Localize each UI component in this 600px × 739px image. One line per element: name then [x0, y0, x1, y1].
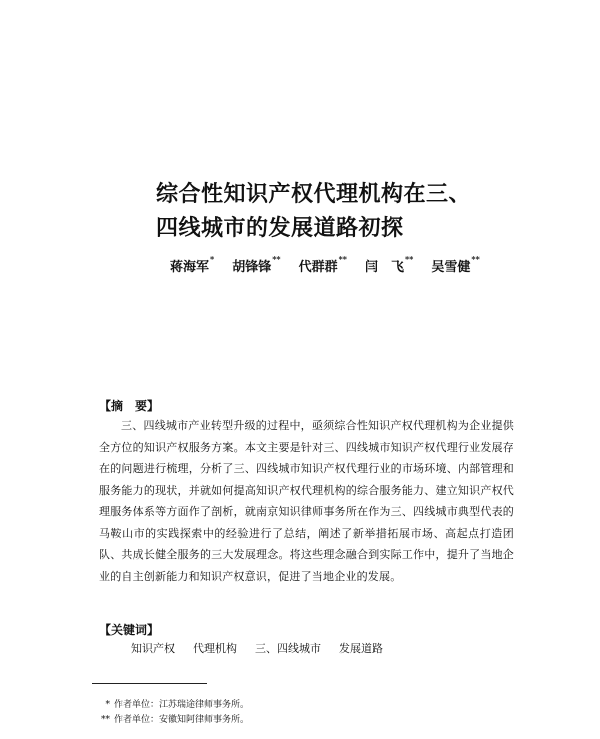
author	[170, 256, 214, 275]
footnote-text: 作者单位：江苏瑞途律师事务所。	[114, 700, 250, 710]
footnote-text: 作者单位：安徽知阿律师事务所。	[114, 715, 250, 725]
footnote-mark: **	[101, 715, 110, 725]
keyword: 三、四线城市	[255, 642, 321, 655]
footnote	[92, 712, 249, 725]
author	[431, 256, 479, 275]
abstract-text: 三、四线城市产业转型升级的过程中，亟须综合性知识产权代理机构为企业提供全方位的知识产权服务方案。本文主要是针对三、四线城市知识产权代理行业发展存在的问题进行梳理，分析了三、四线城市知识产权代理行业的市场环境、内部管理和服务能力的现状，并就如何提高知识产权代理机构的综合服务能力、建立知识产权代理服务体系等方面作了剖析，就南京知识律师事务所在作为三、四线城市典型代表的马鞍山市的实践探索中的经验进行了总结，阐述了新举措拓展市场、高起点打造团队、共成长健全服务的三大发展理念。将这些理念融合到实际工作中，提升了当地企业的自主创新能力和知识产权意识，促进了当地企业的发展。	[99, 419, 514, 583]
keywords-label: 【关键词】	[99, 623, 160, 637]
paper-title	[156, 178, 516, 246]
author-name: 蒋海军	[170, 260, 210, 275]
author-name: 代群群	[298, 260, 338, 275]
keyword: 代理机构	[193, 642, 237, 655]
keyword: 知识产权	[131, 642, 175, 655]
title-line-1: 综合性知识产权代理机构在三、	[156, 182, 472, 207]
author-name: 胡锋锋	[232, 260, 272, 275]
title-line-2: 四线城市的发展道路初探	[156, 216, 404, 241]
keyword-list	[131, 640, 511, 656]
author-mark: *	[210, 254, 215, 264]
author-mark: **	[272, 254, 281, 264]
author	[365, 256, 413, 275]
author	[232, 256, 280, 275]
footnote-divider	[92, 683, 207, 684]
abstract-label: 【摘 要】	[99, 399, 160, 413]
author	[299, 256, 347, 275]
author-list	[170, 256, 530, 275]
author-mark: **	[471, 254, 480, 264]
keyword: 发展道路	[339, 642, 383, 655]
author-mark: **	[405, 254, 414, 264]
author-mark: **	[338, 254, 347, 264]
footnote	[92, 697, 249, 710]
footnote-mark: *	[105, 700, 110, 710]
author-name: 闫 飞	[364, 260, 404, 275]
author-name: 吴雪健	[431, 260, 471, 275]
